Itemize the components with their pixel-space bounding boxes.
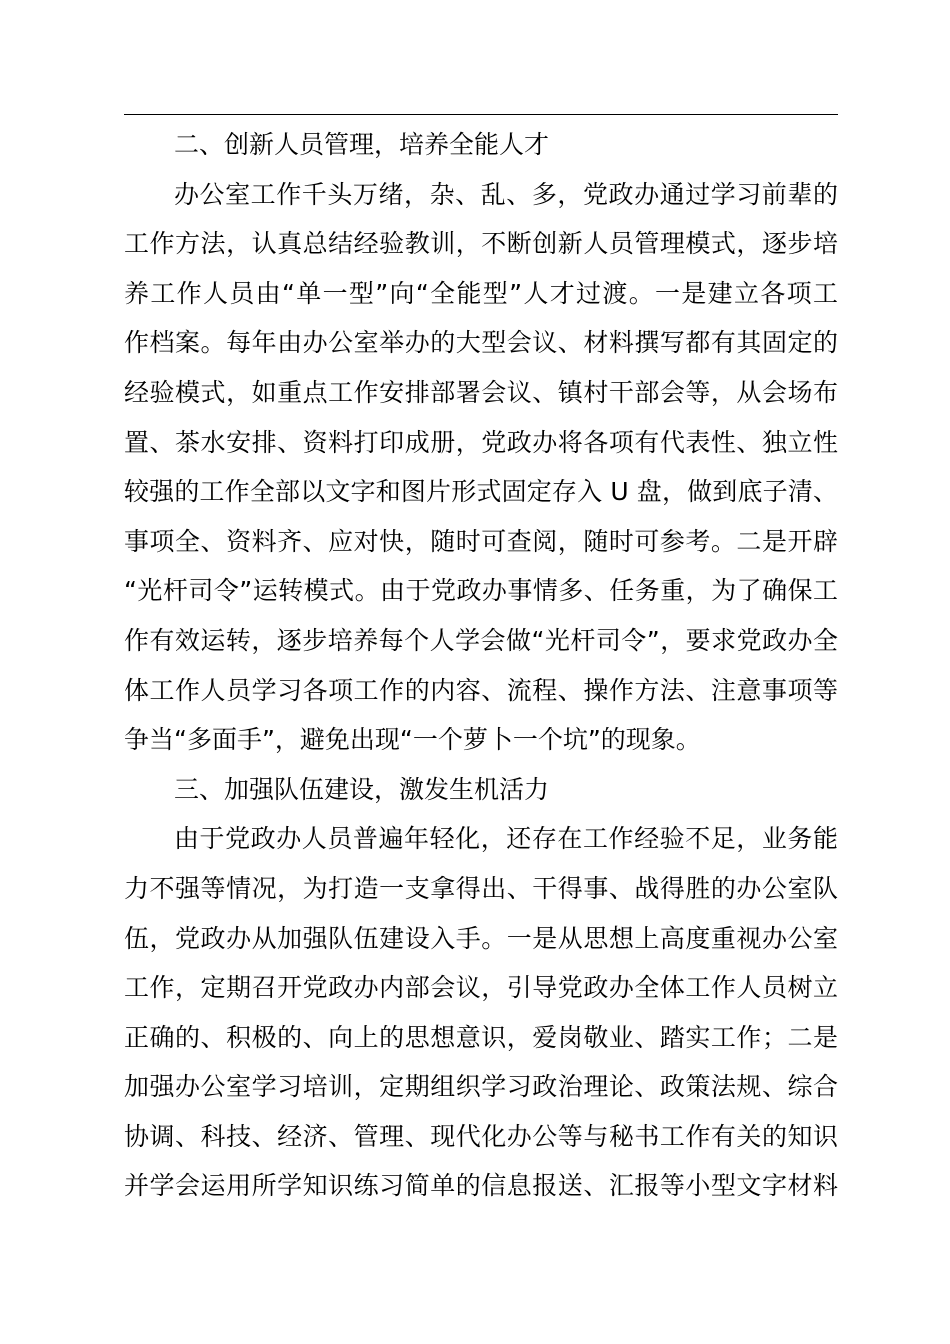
text-line: 作有效运转，逐步培养每个人学会做“光杆司令”，要求党政办全: [124, 625, 838, 655]
text-line: 伍，党政办从加强队伍建设入手。一是从思想上高度重视办公室: [124, 923, 838, 953]
text-line: 二、创新人员管理，培养全能人才: [174, 130, 550, 159]
text-line: “光杆司令”运转模式。由于党政办事情多、任务重，为了确保工: [124, 576, 838, 606]
text-line: 体工作人员学习各项工作的内容、流程、操作方法、注意事项等: [124, 675, 838, 705]
text-line: 养工作人员由“单一型”向“全能型”人才过渡。一是建立各项工: [124, 278, 838, 308]
text-line: 作档案。每年由办公室举办的大型会议、材料撰写都有其固定的: [124, 328, 838, 358]
text-line: 并学会运用所学知识练习简单的信息报送、汇报等小型文字材料: [124, 1171, 838, 1201]
text-line: 经验模式，如重点工作安排部署会议、镇村干部会等，从会场布: [124, 377, 838, 407]
text-line: 较强的工作全部以文字和图片形式固定存入 U 盘，做到底子清、: [124, 477, 838, 507]
text-line: 加强办公室学习培训，定期组织学习政治理论、政策法规、综合: [124, 1072, 838, 1102]
text-line: 由于党政办人员普遍年轻化，还存在工作经验不足，业务能: [174, 824, 838, 854]
text-line: 事项全、资料齐、应对快，随时可查阅，随时可参考。二是开辟: [124, 526, 838, 556]
header-rule: [124, 114, 838, 115]
text-line: 力不强等情况，为打造一支拿得出、干得事、战得胜的办公室队: [124, 873, 838, 903]
document-body: [124, 120, 838, 1211]
text-line: 工作，定期召开党政办内部会议，引导党政办全体工作人员树立: [124, 973, 838, 1003]
text-line: 工作方法，认真总结经验教训，不断创新人员管理模式，逐步培: [124, 229, 838, 259]
text-line: 协调、科技、经济、管理、现代化办公等与秘书工作有关的知识: [124, 1121, 838, 1151]
text-line: 争当“多面手”，避免出现“一个萝卜一个坑”的现象。: [124, 725, 701, 755]
text-line: 三、加强队伍建设，激发生机活力: [174, 774, 550, 804]
text-line: 置、茶水安排、资料打印成册，党政办将各项有代表性、独立性: [124, 427, 838, 457]
text-line: 办公室工作千头万绪，杂、乱、多，党政办通过学习前辈的: [174, 179, 838, 209]
text-line: 正确的、积极的、向上的思想意识，爱岗敬业、踏实工作；二是: [124, 1022, 838, 1052]
